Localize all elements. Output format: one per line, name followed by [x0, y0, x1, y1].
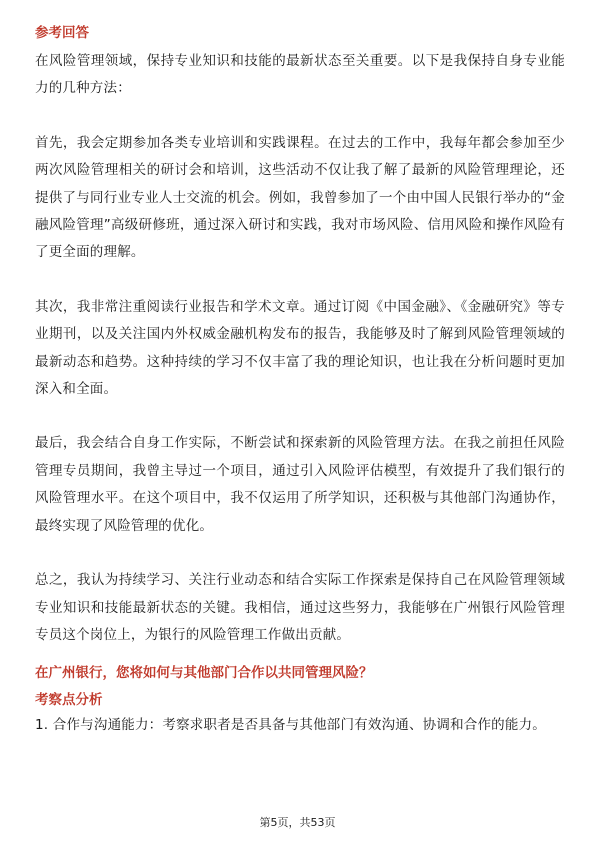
answer-paragraph-1: 首先，我会定期参加各类专业培训和实践课程。在过去的工作中，我每年都会参加至少两次风险管理相关的研讨会和培训，这些活动不仅让我了解了最新的风险管理理论，还提供了与同行业专业人士交流的机会。例如，我曾参加了一个由中国人民银行举办的“金融风险管理”高级研修班，通过深入研讨和实践，我对市场风险、信用风险和操作风险有了更全面的理解。	[35, 134, 565, 261]
analysis-item-1: 1. 合作与沟通能力：考察求职者是否具备与其他部门有效沟通、协调和合作的能力。	[35, 717, 546, 734]
answer-paragraph-2: 其次，我非常注重阅读行业报告和学术文章。通过订阅《中国金融》、《金融研究》等专业期刊，以及关注国内外权威金融机构发布的报告，我能够及时了解到风险管理领域的最新动态和趋势。这种持续的学习不仅丰富了我的理论知识，也让我在分析问题时更加深入和全面。	[35, 298, 565, 398]
analysis-heading: 考察点分析	[35, 692, 103, 709]
page-content	[35, 20, 565, 740]
page-footer: 第5页，共53页	[259, 816, 336, 829]
answer-paragraph-4: 总之，我认为持续学习、关注行业动态和结合实际工作探索是保持自己在风险管理领域专业知识和技能最新状态的关键。我相信，通过这些努力，我能够在广州银行风险管理专员这个岗位上，为银行的风险管理工作做出贡献。	[35, 572, 565, 643]
reference-answer-heading: 参考回答	[35, 25, 89, 41]
intro-paragraph: 在风险管理领域，保持专业知识和技能的最新状态至关重要。以下是我保持自身专业能力的几种方法：	[35, 53, 565, 97]
question-title: 在广州银行，您将如何与其他部门合作以共同管理风险？	[35, 665, 373, 682]
answer-paragraph-3: 最后，我会结合自身工作实际，不断尝试和探索新的风险管理方法。在我之前担任风险管理专员期间，我曾主导过一个项目，通过引入风险评估模型，有效提升了我们银行的风险管理水平。在这个项目中，我不仅运用了所学知识，还积极与其他部门沟通协作，最终实现了风险管理的优化。	[35, 435, 565, 534]
